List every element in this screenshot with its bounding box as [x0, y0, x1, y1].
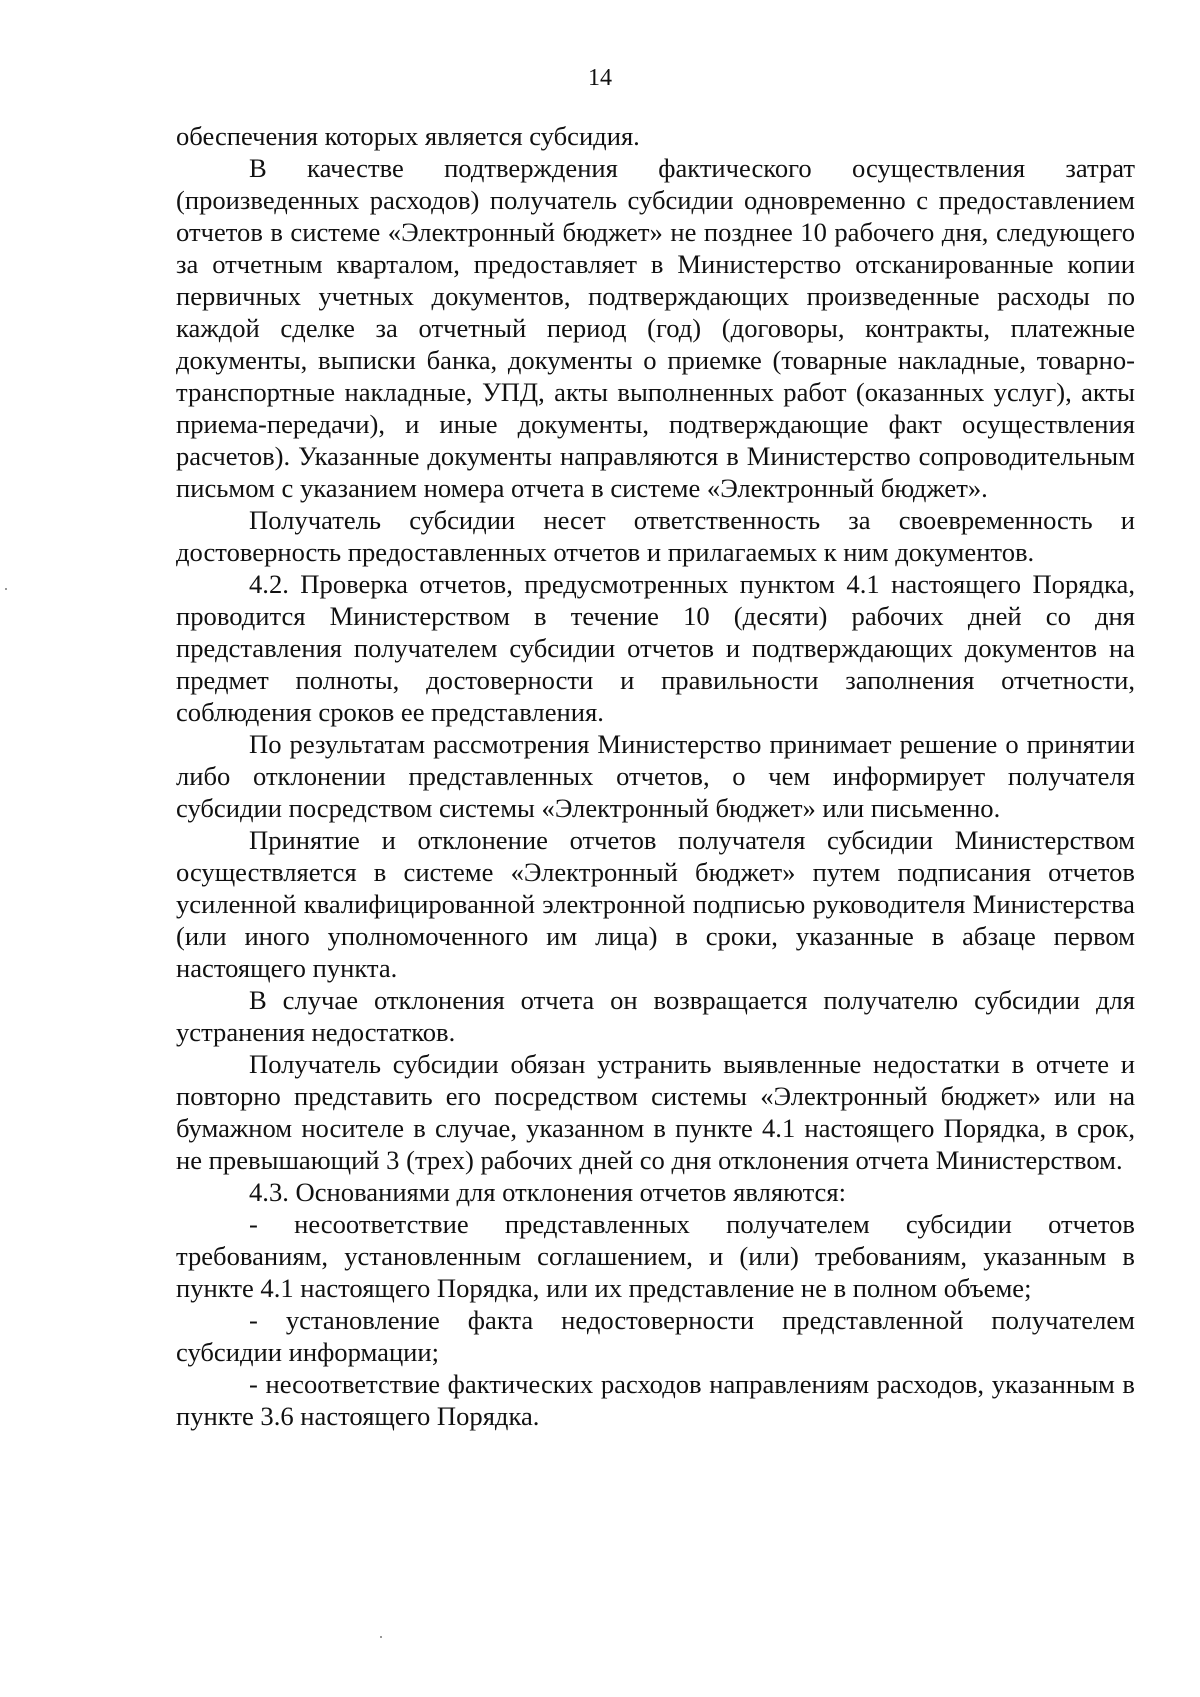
paragraph-review-decision: По результатам рассмотрения Министерство принимает решение о принятии либо отклонении представленных отчетов, о чем информирует получателя субсидии посредством системы «Электронный бюджет» или письменно.	[176, 729, 1135, 823]
paragraph-4-2-report-check: 4.2. Проверка отчетов, предусмотренных пунктом 4.1 настоящего Порядка, проводится Министерством в течение 10 (десяти) рабочих дней со дня представления получателем субсидии отчетов и подтверждающих документов на предмет полноты, достоверности и правильности заполнения отчетности, соблюдения сроков ее представления.	[176, 569, 1135, 727]
paragraph-report-returned: В случае отклонения отчета он возвращается получателю субсидии для устранения недостатков.	[176, 985, 1135, 1047]
page-number: 14	[588, 65, 612, 91]
scan-speck	[5, 588, 7, 590]
paragraph-acceptance-signing: Принятие и отклонение отчетов получателя субсидии Министерством осуществляется в системе «Электронный бюджет» путем подписания отчетов усиленной квалифицированной электронной подписью руководителя Министерства (или иного уполномоченного им лица) в сроки, указанные в абзаце первом настоящего пункта.	[176, 825, 1135, 983]
paragraph-responsibility: Получатель субсидии несет ответственность за своевременность и достоверность предоставленных отчетов и прилагаемых к ним документов.	[176, 505, 1135, 567]
paragraph-continuation: обеспечения которых является субсидия.	[176, 121, 640, 151]
scan-speck	[380, 1636, 382, 1638]
list-item-ground-noncompliance: - несоответствие представленных получателем субсидии отчетов требованиям, установленным соглашением, и (или) требованиям, указанным в пункте 4.1 настоящего Порядка, или их представление не в полном объеме;	[176, 1209, 1135, 1303]
document-body	[176, 120, 1135, 1432]
list-item-ground-unreliable-info: - установление факта недостоверности представленной получателем субсидии информации;	[176, 1305, 1135, 1367]
paragraph-expense-confirmation: В качестве подтверждения фактического осуществления затрат (произведенных расходов) получатель субсидии одновременно с предоставлением отчетов в системе «Электронный бюджет» не позднее 10 рабочего дня, следующего за отчетным кварталом, предоставляет в Министерство отсканированные копии первичных учетных документов, подтверждающих произведенные расходы по каждой сделке за отчетный период (год) (договоры, контракты, платежные документы, выписки банка, документы о приемке (товарные накладные, товарно-транспортные накладные, УПД, акты выполненных работ (оказанных услуг), акты приема-передачи), и иные документы, подтверждающие факт осуществления расчетов). Указанные документы направляются в Министерство сопроводительным письмом с указанием номера отчета в системе «Электронный бюджет».	[176, 153, 1135, 503]
paragraph-4-3-rejection-grounds: 4.3. Основаниями для отклонения отчетов являются:	[249, 1177, 846, 1207]
list-item-ground-expense-mismatch: - несоответствие фактических расходов направлениям расходов, указанным в пункте 3.6 настоящего Порядка.	[176, 1369, 1135, 1431]
paragraph-fix-deficiencies: Получатель субсидии обязан устранить выявленные недостатки в отчете и повторно представить его посредством системы «Электронный бюджет» или на бумажном носителе в случае, указанном в пункте 4.1 настоящего Порядка, в срок, не превышающий 3 (трех) рабочих дней со дня отклонения отчета Министерством.	[176, 1049, 1135, 1175]
